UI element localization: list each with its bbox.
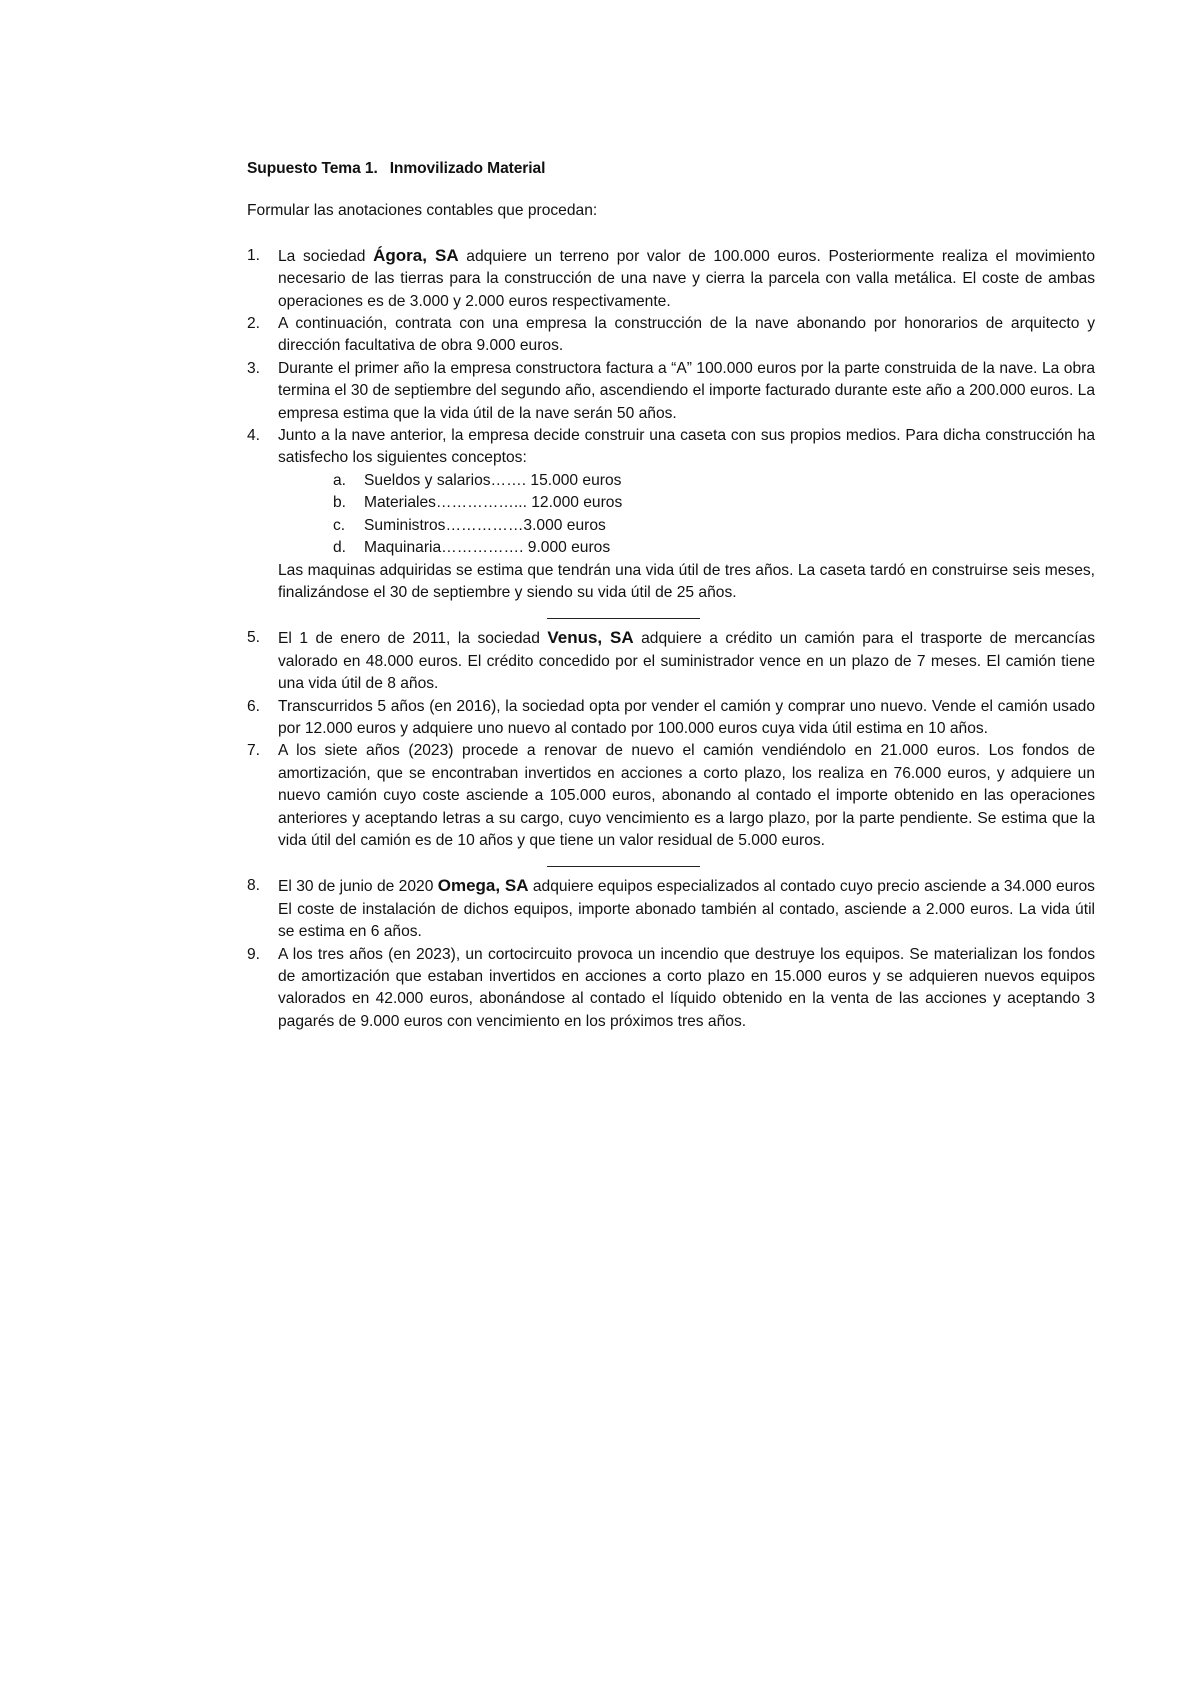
- exercise-list: [247, 245, 1095, 605]
- intro-text: Formular las anotaciones contables que procedan:: [247, 202, 598, 220]
- cost-concepts-list: [278, 470, 1095, 560]
- company-name: Ágora, SA: [373, 245, 459, 265]
- section-divider: [547, 866, 700, 867]
- item-text: A los siete años (2023) procede a renovar de nuevo el camión vendiéndolo en 21.000 euros. Los fondos de amortización, que se encontraban invertidos en acciones a corto plazo, los realiza en 76.000 euros, y adquiere un nuevo camión cuyo coste asciende a 105.000 euros, abonando al contado el importe obtenido en las operaciones anteriores y aceptando letras a su cargo, cuyo vencimiento es a largo plazo, por la parte pendiente. Se estima que la vida útil del camión es de 10 años y que tiene un valor residual de 5.000 euros.: [278, 742, 1095, 849]
- item-text-post: adquiere un terreno por valor de 100.000 euros. Posteriormente realiza el movimiento necesario de las tierras para la construcción de una nave y cierra la parcela con valla metálica. El coste de ambas operaciones es de 3.000 y 2.000 euros respectivamente.: [278, 247, 1095, 310]
- item-number: 8.: [247, 877, 261, 895]
- item-text: A los tres años (en 2023), un cortocircuito provoca un incendio que destruye los equipos. Se materializan los fondos de amortización que estaban invertidos en acciones a corto plazo en 15.000 euros y se adquieren nuevos equipos valorados en 42.000 euros, abonándose al contado el líquido obtenido en la venta de las acciones y aceptando 3 pagarés de 9.000 euros con vencimiento en los próximos tres años.: [278, 945, 1095, 1030]
- concept-letter: c.: [333, 516, 346, 534]
- exercise-item-2: [247, 313, 1095, 358]
- item-number: 4.: [247, 427, 261, 445]
- item-text-pre: El 30 de junio de 2020: [278, 878, 438, 896]
- item-text: Transcurridos 5 años (en 2016), la sociedad opta por vender el camión y comprar uno nuevo. Vende el camión usado por 12.000 euros y adquiere uno nuevo al contado por 100.000 euros cuya vida útil estima en 10 años.: [278, 697, 1095, 737]
- item-text: Junto a la nave anterior, la empresa decide construir una caseta con sus propios medios. Para dicha construcción ha satisfecho los siguientes conceptos:: [278, 427, 1095, 467]
- cost-concept-item: [333, 470, 1095, 492]
- exercise-list: [247, 627, 1095, 852]
- company-name: Omega, SA: [437, 876, 529, 896]
- exercise-item-1: [247, 245, 1095, 313]
- concept-text: Sueldos y salarios……. 15.000 euros: [364, 471, 622, 489]
- document-content: [247, 158, 1095, 1033]
- exercise-item-9: [247, 944, 1095, 1034]
- item-text-post: adquiere equipos especializados al contado cuyo precio asciende a 34.000 euros El coste de instalación de dichos equipos, importe abonado también al contado, asciende a 2.000 euros. La vida útil se estima en 6 años.: [278, 878, 1095, 941]
- item-number: 2.: [247, 315, 261, 333]
- item-text-after: Las maquinas adquiridas se estima que tendrán una vida útil de tres años. La caseta tardó en construirse seis meses, finalizándose el 30 de septiembre y siendo su vida útil de 25 años.: [278, 561, 1095, 601]
- item-number: 3.: [247, 359, 261, 377]
- concept-letter: d.: [333, 539, 347, 557]
- item-number: 1.: [247, 246, 261, 264]
- item-number: 6.: [247, 697, 261, 715]
- item-number: 9.: [247, 945, 261, 963]
- concept-text: Maquinaria……………. 9.000 euros: [364, 539, 611, 557]
- company-name: Venus, SA: [547, 628, 634, 648]
- exercise-item-4: [247, 425, 1095, 604]
- item-text-pre: El 1 de enero de 2011, la sociedad: [278, 630, 548, 648]
- document-title: [247, 158, 1095, 180]
- title-part-2: Inmovilizado Material: [389, 160, 546, 177]
- concept-text: Materiales……………... 12.000 euros: [364, 494, 623, 512]
- section-divider: [547, 618, 700, 619]
- item-text-pre: La sociedad: [278, 247, 374, 265]
- concept-letter: b.: [333, 494, 347, 512]
- item-text-post: adquiere a crédito un camión para el trasporte de mercancías valorado en 48.000 euros. El crédito concedido por el suministrador vence en un plazo de 7 meses. El camión tiene una vida útil de 8 años.: [278, 630, 1096, 693]
- item-number: 5.: [247, 629, 261, 647]
- item-text: Durante el primer año la empresa constructora factura a “A” 100.000 euros por la parte construida de la nave. La obra termina el 30 de septiembre del segundo año, ascendiendo el importe facturado durante este año a 200.000 euros. La empresa estima que la vida útil de la nave serán 50 años.: [278, 359, 1095, 422]
- exercise-item-6: [247, 696, 1095, 741]
- concept-text: Suministros……………3.000 euros: [364, 516, 606, 534]
- cost-concept-item: [333, 492, 1095, 514]
- title-part-1: Supuesto Tema 1.: [247, 160, 378, 177]
- cost-concept-item: [333, 515, 1095, 537]
- exercise-item-3: [247, 358, 1095, 425]
- exercise-item-5: [247, 627, 1095, 695]
- exercise-list: [247, 875, 1095, 1033]
- item-number: 7.: [247, 742, 261, 760]
- exercise-item-8: [247, 875, 1095, 943]
- exercise-item-7: [247, 740, 1095, 852]
- concept-letter: a.: [333, 471, 347, 489]
- cost-concept-item: [333, 537, 1095, 559]
- item-text: A continuación, contrata con una empresa la construcción de la nave abonando por honorarios de arquitecto y dirección facultativa de obra 9.000 euros.: [278, 315, 1095, 355]
